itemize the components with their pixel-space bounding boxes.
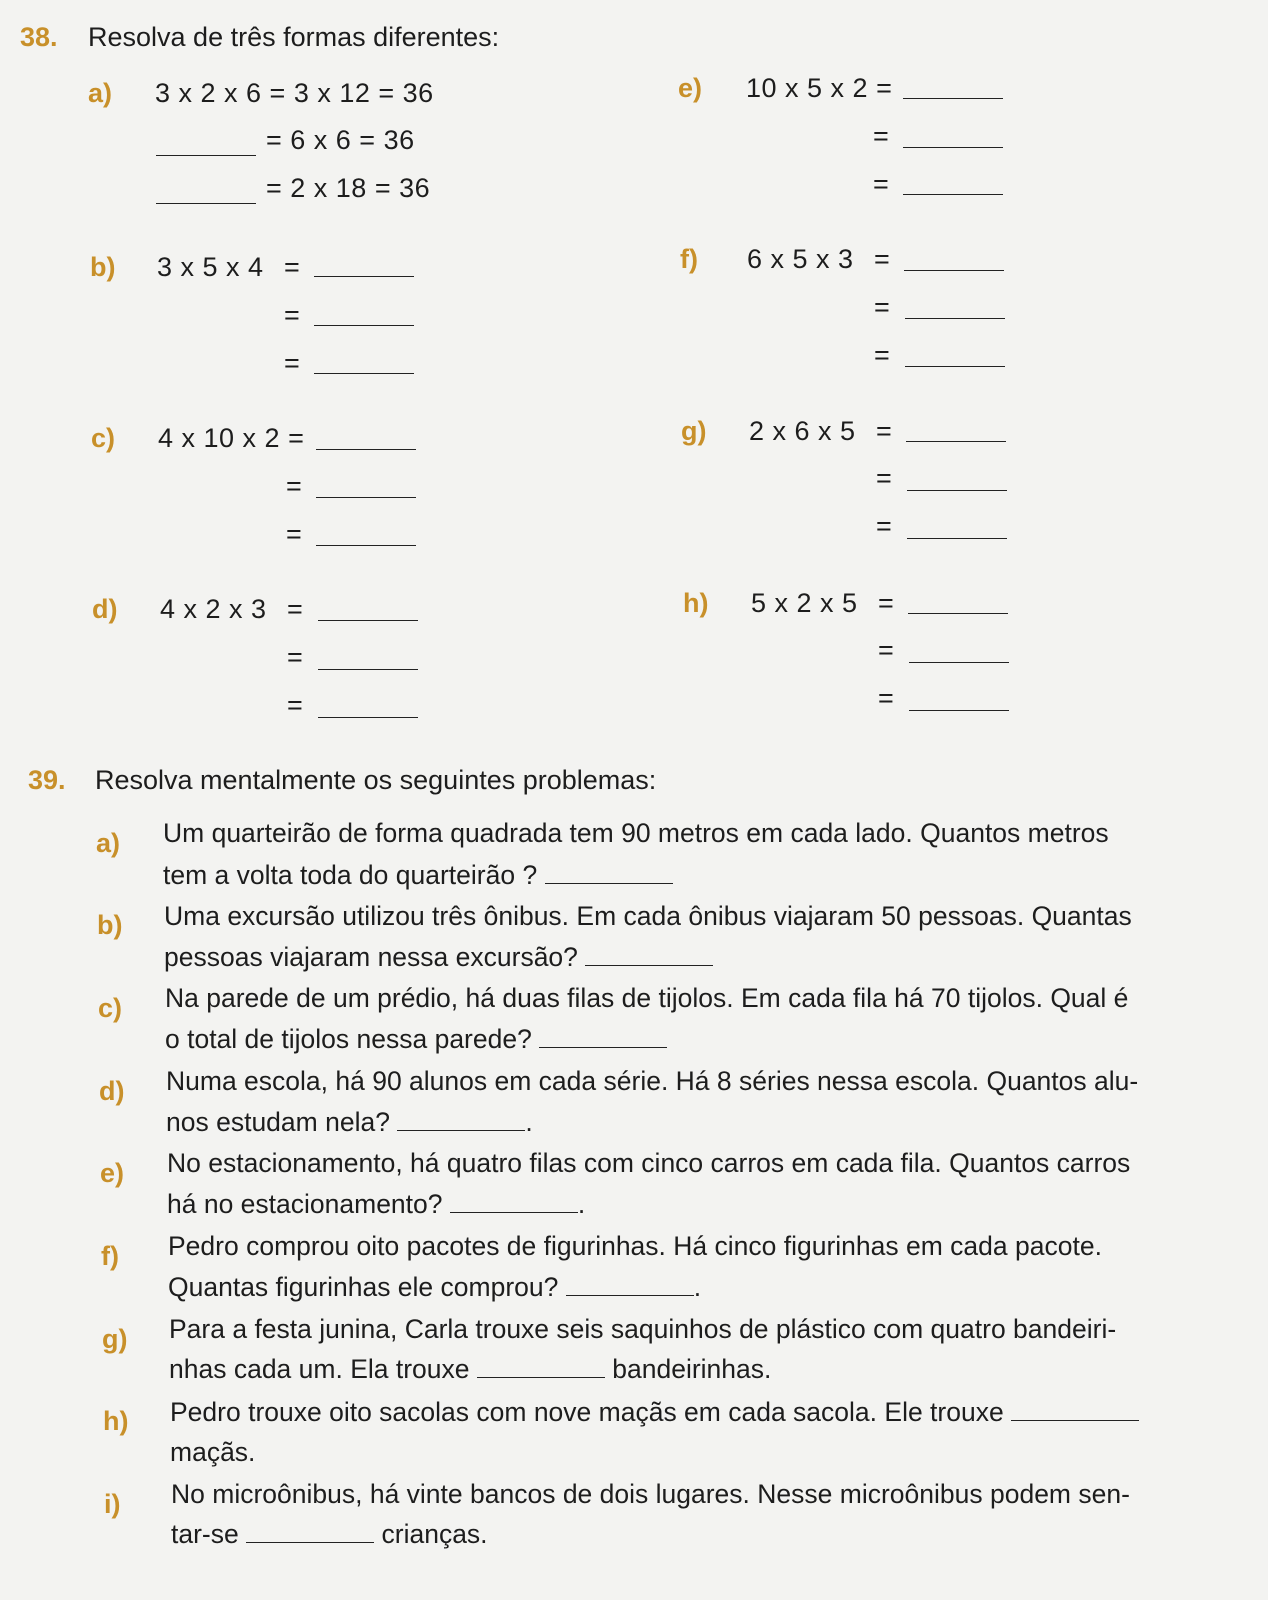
problem-label-d: d) [99,1076,125,1106]
question-number: 39. [28,765,66,795]
equals-sign: = [874,244,890,274]
answer-blank[interactable] [904,270,1004,271]
equals-sign: = [284,348,300,378]
answer-blank[interactable] [903,98,1003,99]
answer-blank[interactable] [318,669,418,670]
answer-blank[interactable] [450,1194,578,1213]
equals-sign: = [284,252,300,282]
answer-blank[interactable] [905,366,1005,367]
answer-blank[interactable] [909,662,1009,663]
answer-blank[interactable] [156,155,256,156]
expression-b: 3 x 5 x 4 [157,252,264,282]
problem-text-line2: tar-se crianças. [171,1519,488,1549]
answer-blank[interactable] [316,497,416,498]
answer-blank[interactable] [314,373,414,374]
problem-text-line2: tem a volta toda do quarteirão ? [163,857,673,893]
expression-a-line3: = 2 x 18 = 36 [266,173,431,203]
equals-sign: = [878,588,894,618]
problem-label-a: a) [96,828,121,858]
answer-blank[interactable] [316,545,416,546]
problem-label-f: f) [101,1241,119,1271]
problem-label-e: e) [100,1158,125,1188]
expression-e: 10 x 5 x 2 = [746,73,893,103]
equals-sign: = [873,169,889,199]
expression-a: 3 x 2 x 6 = 3 x 12 = 36 [155,78,434,108]
equals-sign: = [287,594,303,624]
problem-text-line2: o total de tijolos nessa parede? [165,1021,667,1057]
problem-text-line2: nos estudam nela? . [166,1107,533,1137]
item-label-f: f) [680,244,698,274]
equals-sign: = [873,121,889,151]
equals-sign: = [878,683,894,713]
item-label-d: d) [92,594,118,624]
problem-text-line1: Pedro comprou oito pacotes de figurinhas. Há cinco figurinhas em cada pacote. [168,1231,1102,1261]
problem-text-line1: Numa escola, há 90 alunos em cada série. Há 8 séries nessa escola. Quantos alu- [166,1066,1139,1096]
answer-blank[interactable] [477,1359,605,1378]
question-title: Resolva de três formas diferentes: [88,22,500,52]
problem-text-line2: maçãs. [170,1437,256,1467]
answer-blank[interactable] [907,490,1007,491]
problem-text-line2: há no estacionamento? . [167,1189,586,1219]
equals-sign: = [286,471,302,501]
expression-f: 6 x 5 x 3 [747,244,854,274]
item-label-h: h) [683,588,709,618]
answer-blank[interactable] [318,620,418,621]
answer-blank[interactable] [156,203,256,204]
equals-sign: = [874,340,890,370]
problem-text-line1: Para a festa junina, Carla trouxe seis saquinhos de plástico com quatro bandeiri- [169,1314,1117,1344]
problem-label-b: b) [97,910,123,940]
item-label-e: e) [678,73,703,103]
question-number: 38. [20,22,58,52]
item-label-b: b) [90,252,116,282]
problem-text-line1: Na parede de um prédio, há duas filas de tijolos. Em cada fila há 70 tijolos. Qual é [165,983,1129,1013]
expression-c: 4 x 10 x 2 = [158,423,305,453]
answer-blank[interactable] [1011,1402,1139,1421]
problem-text-line1: Uma excursão utilizou três ônibus. Em cada ônibus viajaram 50 pessoas. Quantas [164,901,1132,931]
answer-blank[interactable] [545,865,673,884]
equals-sign: = [287,642,303,672]
answer-blank[interactable] [906,441,1006,442]
problem-text-line1: Pedro trouxe oito sacolas com nove maçãs em cada sacola. Ele trouxe [170,1394,1139,1430]
answer-blank[interactable] [318,717,418,718]
problem-text-line1: Um quarteirão de forma quadrada tem 90 metros em cada lado. Quantos metros [163,818,1109,848]
equals-sign: = [876,463,892,493]
answer-blank[interactable] [585,947,713,966]
item-label-c: c) [91,423,116,453]
expression-d: 4 x 2 x 3 [160,594,267,624]
problem-text-line2: nhas cada um. Ela trouxe bandeirinhas. [169,1354,772,1384]
answer-blank[interactable] [908,613,1008,614]
answer-blank[interactable] [397,1112,525,1131]
answer-blank[interactable] [539,1029,667,1048]
equals-sign: = [287,690,303,720]
problem-text-line2: pessoas viajaram nessa excursão? [164,939,713,975]
answer-blank[interactable] [909,710,1009,711]
problem-text-line1: No estacionamento, há quatro filas com cinco carros em cada fila. Quantos carros [167,1148,1131,1178]
equals-sign: = [286,519,302,549]
problem-label-g: g) [102,1324,128,1354]
equals-sign: = [874,292,890,322]
item-label-g: g) [681,416,707,446]
equals-sign: = [284,300,300,330]
item-label-a: a) [88,78,113,108]
answer-blank[interactable] [903,194,1003,195]
expression-h: 5 x 2 x 5 [751,588,858,618]
answer-blank[interactable] [566,1277,694,1296]
expression-g: 2 x 6 x 5 [749,416,856,446]
problem-label-h: h) [103,1406,129,1436]
answer-blank[interactable] [903,147,1003,148]
answer-blank[interactable] [907,538,1007,539]
answer-blank[interactable] [314,276,414,277]
answer-blank[interactable] [905,318,1005,319]
answer-blank[interactable] [314,325,414,326]
expression-a-line2: = 6 x 6 = 36 [266,125,415,155]
problem-text-line1: No microônibus, há vinte bancos de dois lugares. Nesse microônibus podem sen- [171,1479,1130,1509]
problem-text-line2: Quantas figurinhas ele comprou? . [168,1272,702,1302]
problem-label-c: c) [98,993,123,1023]
problem-label-i: i) [104,1489,121,1519]
question-title: Resolva mentalmente os seguintes problemas: [95,765,657,795]
equals-sign: = [876,416,892,446]
answer-blank[interactable] [246,1524,374,1543]
equals-sign: = [876,511,892,541]
equals-sign: = [878,635,894,665]
answer-blank[interactable] [316,449,416,450]
